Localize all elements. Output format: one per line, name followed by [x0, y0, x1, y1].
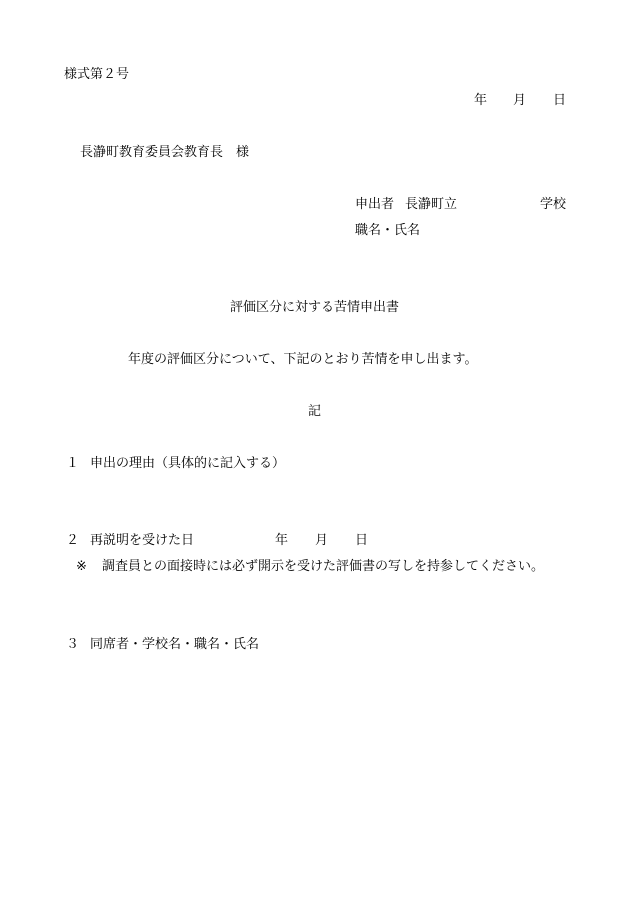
date-day: 日	[553, 93, 567, 108]
note-mark: ※	[76, 559, 87, 574]
date-year: 年	[474, 93, 488, 108]
applicant-school: 学校	[540, 197, 567, 212]
item-1-number: １	[66, 456, 80, 471]
note-text: 調査員との面接時には必ず開示を受けた評価書の写しを持参してください。	[102, 559, 545, 574]
item-2-number: ２	[66, 533, 80, 548]
item-2-year: 年	[275, 533, 289, 548]
item-3-number: ３	[66, 637, 80, 652]
item-2-month: 月	[315, 533, 329, 548]
item-2-day: 日	[355, 533, 369, 548]
applicant-job-name: 職名・氏名	[355, 223, 421, 238]
addressee: 長瀞町教育委員会教育長 様	[80, 145, 250, 160]
intro-text: 年度の評価区分について、下記のとおり苦情を申し出ます。	[128, 352, 478, 367]
form-number: 様式第２号	[64, 67, 130, 82]
ki-heading: 記	[308, 404, 322, 419]
document-title: 評価区分に対する苦情申出書	[230, 300, 400, 315]
applicant-town: 長瀞町立	[405, 197, 458, 212]
item-3-text: 同席者・学校名・職名・氏名	[90, 637, 260, 652]
applicant-label: 申出者	[355, 197, 395, 212]
item-2-text: 再説明を受けた日	[90, 533, 195, 548]
item-1-text: 申出の理由（具体的に記入する）	[90, 456, 286, 471]
date-month: 月	[513, 93, 527, 108]
